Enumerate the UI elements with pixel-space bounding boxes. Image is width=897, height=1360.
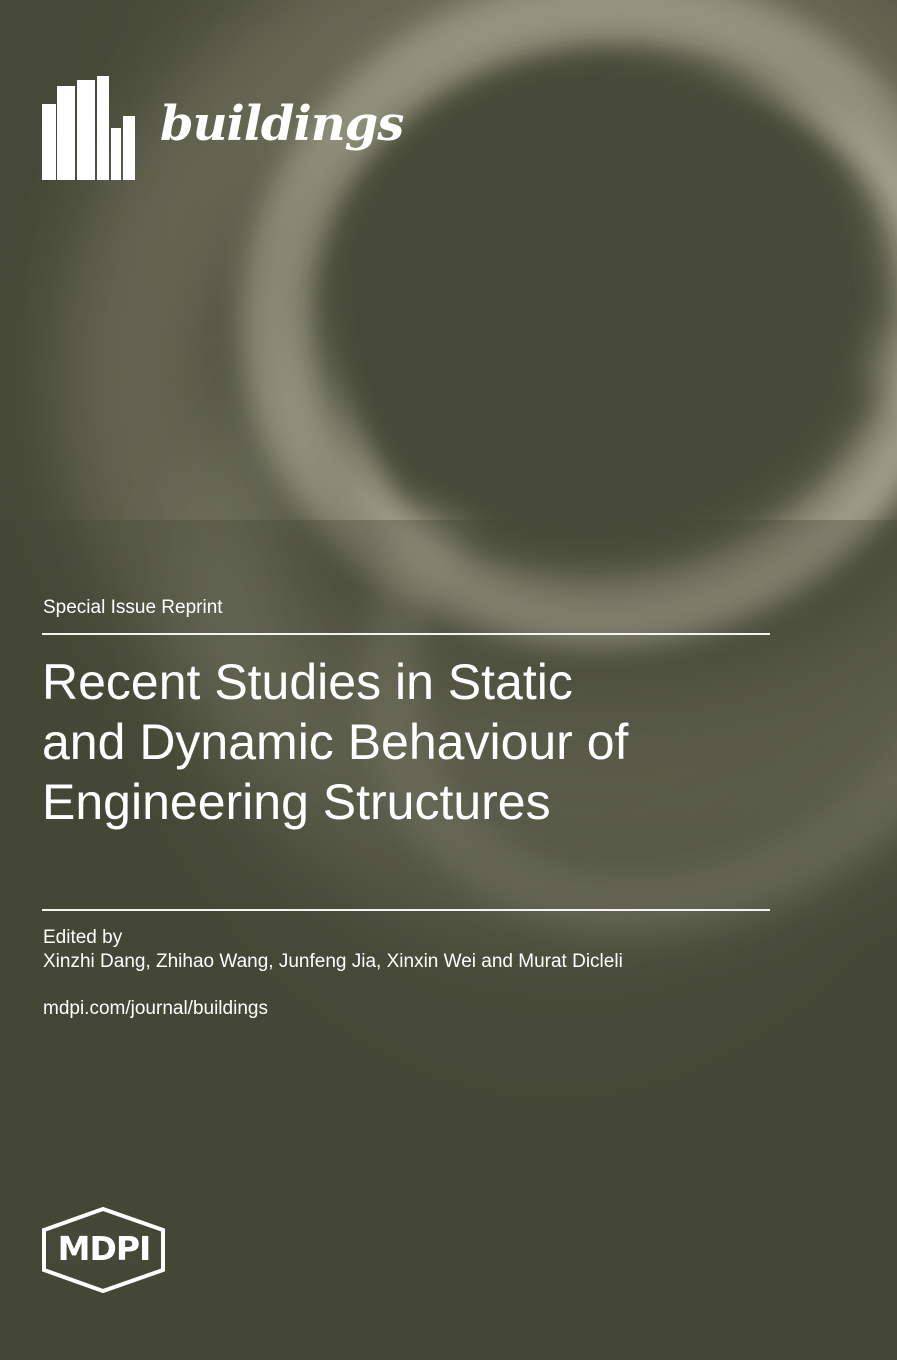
divider-bottom (42, 909, 770, 911)
title-line: Engineering Structures (42, 774, 551, 830)
title-line: and Dynamic Behaviour of (42, 714, 629, 770)
journal-url: mdpi.com/journal/buildings (43, 998, 268, 1019)
divider-top (42, 633, 770, 635)
publisher-logo (40, 1207, 167, 1293)
journal-name: buildings (160, 96, 404, 152)
journal-logo (42, 76, 404, 180)
book-title (42, 652, 802, 832)
edited-by-label: Edited by (43, 927, 123, 948)
issue-type-label: Special Issue Reprint (43, 597, 223, 618)
title-line: Recent Studies in Static (42, 654, 573, 710)
buildings-logo-icon (42, 76, 146, 180)
editors-list: Xinzhi Dang, Zhihao Wang, Junfeng Jia, Xinxin Wei and Murat Dicleli (43, 951, 623, 972)
publisher-name: MDPI (57, 1229, 151, 1268)
